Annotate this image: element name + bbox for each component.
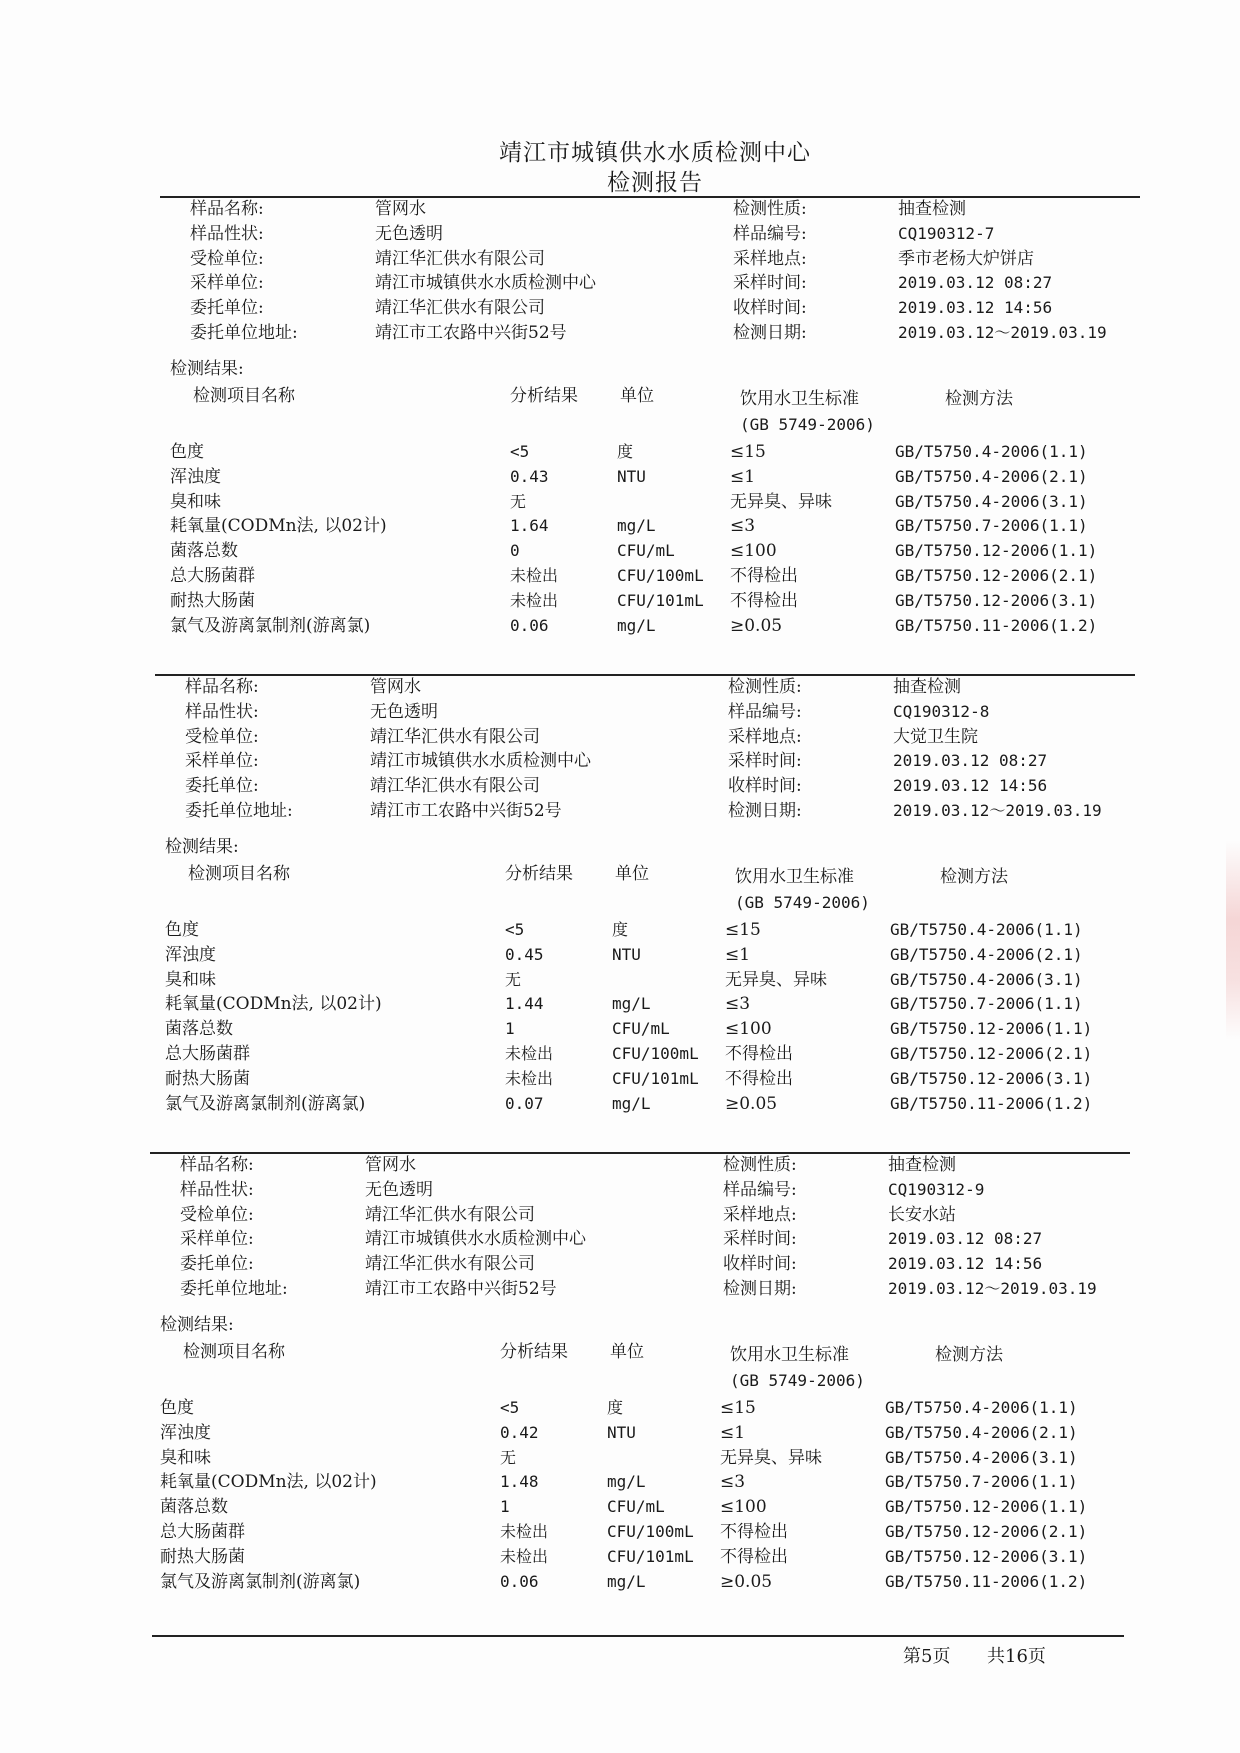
row-item: 总大肠菌群: [170, 566, 255, 586]
report-section-1: [165, 198, 1165, 668]
row-method: GB/T5750.11-2006(1.2): [885, 1571, 1088, 1591]
row-method: GB/T5750.11-2006(1.2): [890, 1093, 1093, 1113]
sampling-unit-value: 靖江市城镇供水水质检测中心: [370, 751, 591, 772]
row-item: 耐热大肠菌: [170, 590, 255, 611]
row-standard: 无异臭、异味: [720, 1447, 822, 1468]
row-standard: 不得检出: [725, 1068, 793, 1089]
row-result: 无: [505, 969, 522, 989]
row-result: 无: [510, 491, 527, 511]
row-standard: ≤3: [720, 1472, 746, 1493]
report-section-3: [155, 1154, 1155, 1624]
row-standard: 无异臭、异味: [725, 969, 827, 990]
col-standard-header: 饮用水卫生标准: [730, 1345, 849, 1365]
row-standard: ≤15: [720, 1398, 756, 1418]
row-standard: ≤100: [730, 541, 777, 562]
row-unit: 度: [607, 1398, 624, 1417]
sample-no-value: CQ190312-8: [893, 701, 990, 721]
client-address-value: 靖江市工农路中兴街52号: [375, 323, 567, 343]
row-result: 0.42: [500, 1422, 539, 1442]
inspected-unit-value: 靖江华汇供水有限公司: [365, 1204, 535, 1225]
row-method: GB/T5750.7-2006(1.1): [885, 1472, 1078, 1492]
section-divider: [150, 1152, 1130, 1154]
row-standard: ≤3: [730, 516, 756, 537]
row-method: GB/T5750.4-2006(1.1): [885, 1398, 1078, 1417]
test-date-value: 2019.03.12～2019.03.19: [898, 323, 1107, 342]
row-method: GB/T5750.12-2006(2.1): [895, 566, 1098, 585]
page-number: 第5页: [903, 1646, 951, 1667]
seal-stamp-edge: [1226, 840, 1240, 1040]
test-date-label: 检测日期:: [723, 1279, 797, 1299]
row-method: GB/T5750.12-2006(2.1): [890, 1044, 1093, 1063]
row-method: GB/T5750.12-2006(3.1): [895, 590, 1098, 610]
row-result: 未检出: [500, 1522, 549, 1541]
col-unit-header: 单位: [615, 864, 649, 884]
row-method: GB/T5750.4-2006(1.1): [890, 920, 1083, 939]
row-standard: ≤3: [725, 994, 751, 1015]
col-unit-header: 单位: [620, 386, 654, 406]
row-unit: mg/L: [617, 615, 656, 635]
client-address-label: 委托单位地址:: [185, 801, 293, 821]
col-result-header: 分析结果: [505, 864, 573, 884]
row-unit: CFU/100mL: [612, 1044, 699, 1063]
sample-no-label: 样品编号:: [728, 701, 802, 722]
row-unit: NTU: [607, 1422, 636, 1442]
test-nature-label: 检测性质:: [733, 199, 807, 219]
row-result: 0.45: [505, 944, 544, 964]
row-result: 无: [500, 1447, 517, 1467]
page-total: 共16页: [987, 1646, 1046, 1667]
sampling-site-value: 大觉卫生院: [893, 726, 978, 747]
row-standard: ≤1: [725, 944, 751, 965]
sample-name-value: 管网水: [375, 199, 426, 219]
sampling-unit-value: 靖江市城镇供水水质检测中心: [375, 273, 596, 294]
client-address-value: 靖江市工农路中兴街52号: [365, 1279, 557, 1299]
sampling-time-value: 2019.03.12 08:27: [893, 751, 1048, 771]
receipt-time-value: 2019.03.12 14:56: [898, 298, 1053, 318]
receipt-time-value: 2019.03.12 14:56: [893, 776, 1048, 796]
sample-state-value: 无色透明: [375, 223, 443, 244]
row-method: GB/T5750.4-2006(3.1): [885, 1447, 1078, 1467]
row-item: 耗氧量(CODMn法, 以02计): [160, 1472, 377, 1493]
row-result: 未检出: [505, 1068, 554, 1088]
sampling-time-label: 采样时间:: [728, 751, 802, 772]
row-item: 臭和味: [165, 969, 216, 990]
row-standard: 不得检出: [730, 590, 798, 611]
org-title: 靖江市城镇供水水质检测中心: [499, 140, 811, 166]
row-result: 1.44: [505, 994, 544, 1014]
row-standard: 不得检出: [720, 1522, 788, 1542]
inspected-unit-label: 受检单位:: [190, 248, 264, 269]
col-standard-ref: (GB 5749-2006): [740, 415, 875, 434]
sample-state-label: 样品性状:: [190, 223, 264, 244]
row-unit: CFU/mL: [612, 1019, 670, 1039]
test-date-value: 2019.03.12～2019.03.19: [893, 801, 1102, 820]
row-result: <5: [500, 1398, 520, 1417]
row-unit: CFU/mL: [617, 541, 675, 561]
sample-state-value: 无色透明: [370, 701, 438, 722]
row-item: 臭和味: [160, 1447, 211, 1468]
row-standard: 无异臭、异味: [730, 491, 832, 512]
row-standard: ≤1: [720, 1422, 746, 1443]
sample-name-value: 管网水: [365, 1155, 416, 1175]
row-result: 未检出: [505, 1044, 554, 1063]
row-item: 菌落总数: [165, 1019, 233, 1040]
client-unit-value: 靖江华汇供水有限公司: [365, 1254, 535, 1275]
row-unit: CFU/100mL: [617, 566, 704, 585]
results-label: 检测结果:: [165, 837, 239, 857]
sampling-time-value: 2019.03.12 08:27: [888, 1229, 1043, 1249]
report-title: 检测报告: [607, 170, 703, 196]
row-unit: 度: [617, 442, 634, 461]
row-method: GB/T5750.4-2006(1.1): [895, 442, 1088, 461]
receipt-time-label: 收样时间:: [728, 776, 802, 797]
row-unit: mg/L: [617, 516, 656, 536]
row-method: GB/T5750.4-2006(2.1): [890, 944, 1083, 964]
row-item: 总大肠菌群: [165, 1044, 250, 1064]
row-item: 色度: [160, 1398, 194, 1418]
row-unit: CFU/101mL: [612, 1068, 699, 1088]
row-unit: CFU/mL: [607, 1497, 665, 1517]
row-unit: CFU/100mL: [607, 1522, 694, 1541]
sampling-time-value: 2019.03.12 08:27: [898, 273, 1053, 293]
sampling-unit-value: 靖江市城镇供水水质检测中心: [365, 1229, 586, 1250]
row-method: GB/T5750.4-2006(2.1): [895, 466, 1088, 486]
row-unit: NTU: [617, 466, 646, 486]
col-result-header: 分析结果: [500, 1342, 568, 1362]
sampling-time-label: 采样时间:: [733, 273, 807, 294]
sampling-site-label: 采样地点:: [733, 248, 807, 269]
row-result: 1: [505, 1019, 515, 1039]
row-unit: mg/L: [612, 994, 651, 1014]
row-item: 菌落总数: [170, 541, 238, 562]
sample-no-value: CQ190312-9: [888, 1179, 985, 1199]
col-item-header: 检测项目名称: [188, 864, 290, 884]
sampling-unit-label: 采样单位:: [185, 751, 259, 772]
col-method-header: 检测方法: [945, 389, 1013, 409]
row-result: 0.06: [500, 1571, 539, 1591]
sampling-site-label: 采样地点:: [728, 726, 802, 747]
row-unit: mg/L: [607, 1571, 646, 1591]
row-standard: ≤15: [725, 920, 761, 940]
test-nature-label: 检测性质:: [723, 1155, 797, 1175]
row-item: 总大肠菌群: [160, 1522, 245, 1542]
client-unit-label: 委托单位:: [190, 298, 264, 319]
section-divider: [155, 674, 1135, 676]
row-result: 未检出: [500, 1546, 549, 1566]
row-item: 氯气及游离氯制剂(游离氯): [160, 1571, 361, 1592]
row-standard: 不得检出: [720, 1546, 788, 1567]
row-item: 耗氧量(CODMn法, 以02计): [170, 516, 387, 537]
row-method: GB/T5750.12-2006(1.1): [890, 1019, 1093, 1039]
row-unit: CFU/101mL: [607, 1546, 694, 1566]
results-label: 检测结果:: [170, 359, 244, 379]
row-result: 1.64: [510, 516, 549, 536]
row-method: GB/T5750.12-2006(1.1): [885, 1497, 1088, 1517]
col-result-header: 分析结果: [510, 386, 578, 406]
row-standard: ≥0.05: [720, 1571, 773, 1592]
row-item: 耗氧量(CODMn法, 以02计): [165, 994, 382, 1015]
row-method: GB/T5750.4-2006(3.1): [890, 969, 1083, 989]
row-standard: ≥0.05: [725, 1093, 778, 1114]
sampling-site-value: 季市老杨大炉饼店: [898, 248, 1034, 269]
receipt-time-value: 2019.03.12 14:56: [888, 1254, 1043, 1274]
test-date-value: 2019.03.12～2019.03.19: [888, 1279, 1097, 1298]
row-item: 浑浊度: [160, 1422, 211, 1443]
row-method: GB/T5750.11-2006(1.2): [895, 615, 1098, 635]
test-date-label: 检测日期:: [733, 323, 807, 343]
sample-no-label: 样品编号:: [723, 1179, 797, 1200]
row-result: <5: [505, 920, 525, 939]
sample-no-value: CQ190312-7: [898, 223, 995, 243]
row-item: 色度: [170, 442, 204, 462]
row-method: GB/T5750.4-2006(3.1): [895, 491, 1088, 511]
sample-name-value: 管网水: [370, 677, 421, 697]
row-item: 耐热大肠菌: [165, 1068, 250, 1089]
inspected-unit-value: 靖江华汇供水有限公司: [370, 726, 540, 747]
client-unit-label: 委托单位:: [180, 1254, 254, 1275]
client-address-value: 靖江市工农路中兴街52号: [370, 801, 562, 821]
col-standard-header: 饮用水卫生标准: [735, 867, 854, 887]
bottom-divider: [152, 1635, 1124, 1637]
row-result: 1: [500, 1497, 510, 1517]
client-unit-label: 委托单位:: [185, 776, 259, 797]
results-label: 检测结果:: [160, 1315, 234, 1335]
row-unit: CFU/101mL: [617, 590, 704, 610]
test-nature-value: 抽查检测: [888, 1155, 956, 1175]
col-item-header: 检测项目名称: [193, 386, 295, 406]
row-item: 臭和味: [170, 491, 221, 512]
row-method: GB/T5750.12-2006(2.1): [885, 1522, 1088, 1541]
sample-no-label: 样品编号:: [733, 223, 807, 244]
sample-name-label: 样品名称:: [190, 199, 264, 219]
test-date-label: 检测日期:: [728, 801, 802, 821]
receipt-time-label: 收样时间:: [733, 298, 807, 319]
row-standard: 不得检出: [725, 1044, 793, 1064]
sampling-unit-label: 采样单位:: [190, 273, 264, 294]
col-method-header: 检测方法: [935, 1345, 1003, 1365]
sample-state-label: 样品性状:: [180, 1179, 254, 1200]
row-standard: ≤15: [730, 442, 766, 462]
sample-name-label: 样品名称:: [185, 677, 259, 697]
row-item: 菌落总数: [160, 1497, 228, 1518]
row-standard: ≥0.05: [730, 615, 783, 636]
row-method: GB/T5750.7-2006(1.1): [895, 516, 1088, 536]
client-address-label: 委托单位地址:: [180, 1279, 288, 1299]
row-result: 未检出: [510, 566, 559, 585]
receipt-time-label: 收样时间:: [723, 1254, 797, 1275]
row-unit: 度: [612, 920, 629, 939]
row-method: GB/T5750.4-2006(2.1): [885, 1422, 1078, 1442]
row-result: 未检出: [510, 590, 559, 610]
inspected-unit-label: 受检单位:: [185, 726, 259, 747]
col-standard-ref: (GB 5749-2006): [730, 1371, 865, 1390]
col-item-header: 检测项目名称: [183, 1342, 285, 1362]
row-method: GB/T5750.7-2006(1.1): [890, 994, 1083, 1014]
row-result: 0.43: [510, 466, 549, 486]
row-method: GB/T5750.12-2006(1.1): [895, 541, 1098, 561]
row-item: 浑浊度: [165, 944, 216, 965]
col-standard-ref: (GB 5749-2006): [735, 893, 870, 912]
row-item: 氯气及游离氯制剂(游离氯): [165, 1093, 366, 1114]
row-item: 氯气及游离氯制剂(游离氯): [170, 615, 371, 636]
row-method: GB/T5750.12-2006(3.1): [885, 1546, 1088, 1566]
test-nature-value: 抽查检测: [893, 677, 961, 697]
sample-state-label: 样品性状:: [185, 701, 259, 722]
sample-name-label: 样品名称:: [180, 1155, 254, 1175]
row-standard: 不得检出: [730, 566, 798, 586]
inspected-unit-value: 靖江华汇供水有限公司: [375, 248, 545, 269]
row-standard: ≤100: [725, 1019, 772, 1040]
row-result: 0.06: [510, 615, 549, 635]
sampling-site-value: 长安水站: [888, 1204, 956, 1225]
client-unit-value: 靖江华汇供水有限公司: [375, 298, 545, 319]
col-standard-header: 饮用水卫生标准: [740, 389, 859, 409]
client-address-label: 委托单位地址:: [190, 323, 298, 343]
sampling-unit-label: 采样单位:: [180, 1229, 254, 1250]
row-result: 0: [510, 541, 520, 561]
row-result: 1.48: [500, 1472, 539, 1492]
test-nature-value: 抽查检测: [898, 199, 966, 219]
row-unit: NTU: [612, 944, 641, 964]
sampling-time-label: 采样时间:: [723, 1229, 797, 1250]
report-section-2: [160, 676, 1160, 1146]
row-method: GB/T5750.12-2006(3.1): [890, 1068, 1093, 1088]
row-unit: mg/L: [607, 1472, 646, 1492]
sample-state-value: 无色透明: [365, 1179, 433, 1200]
row-standard: ≤1: [730, 466, 756, 487]
row-result: <5: [510, 442, 530, 461]
test-nature-label: 检测性质:: [728, 677, 802, 697]
client-unit-value: 靖江华汇供水有限公司: [370, 776, 540, 797]
section-divider: [160, 196, 1140, 198]
row-item: 色度: [165, 920, 199, 940]
col-method-header: 检测方法: [940, 867, 1008, 887]
row-result: 0.07: [505, 1093, 544, 1113]
col-unit-header: 单位: [610, 1342, 644, 1362]
row-item: 耐热大肠菌: [160, 1546, 245, 1567]
row-item: 浑浊度: [170, 466, 221, 487]
inspected-unit-label: 受检单位:: [180, 1204, 254, 1225]
row-standard: ≤100: [720, 1497, 767, 1518]
row-unit: mg/L: [612, 1093, 651, 1113]
sampling-site-label: 采样地点:: [723, 1204, 797, 1225]
